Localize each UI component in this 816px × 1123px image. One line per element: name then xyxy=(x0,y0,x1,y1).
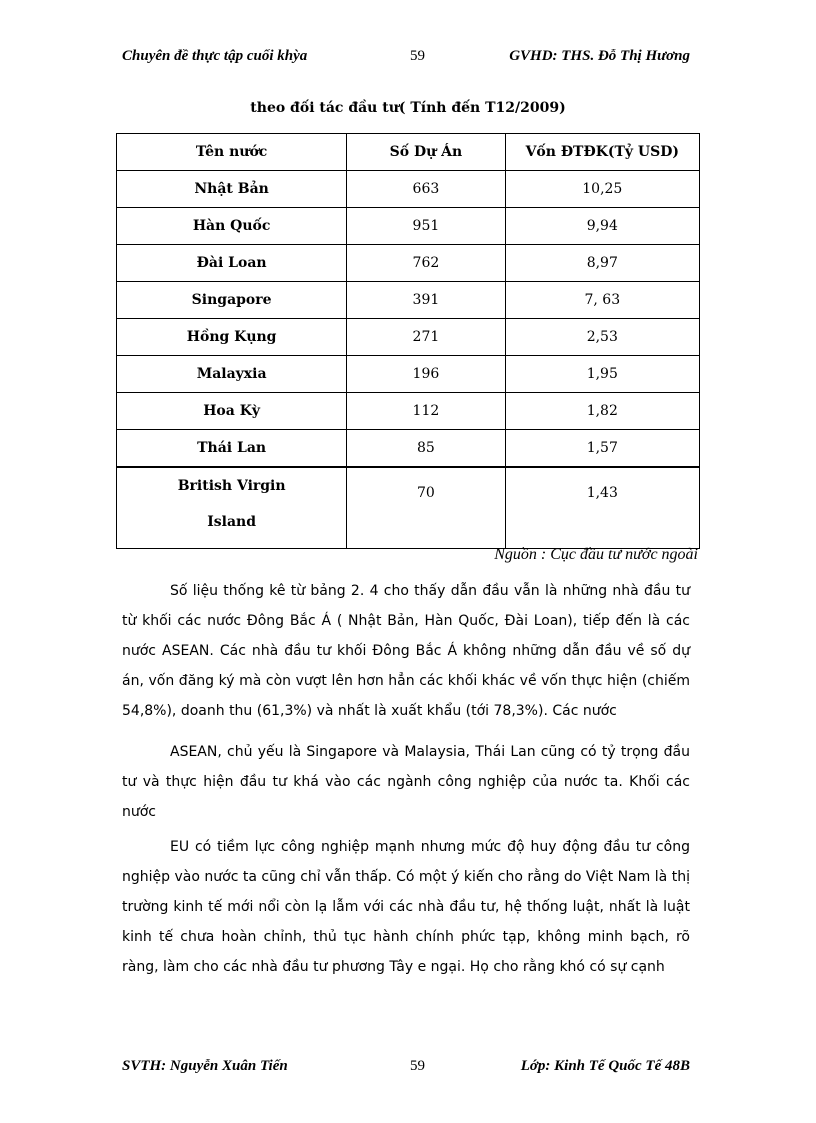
cell-country: Hoa Kỳ xyxy=(117,393,347,430)
cell-projects: 391 xyxy=(347,282,505,319)
paragraph-text: ASEAN, chủ yếu là Singapore và Malaysia, Thái Lan cũng có tỷ trọng đầu tư và thực hiện đầu tư khá vào các ngành công nghiệp của nước ta. Khối các nước xyxy=(122,744,690,820)
cell-projects: 112 xyxy=(347,393,505,430)
table-row xyxy=(117,467,700,549)
cell-country: Hồng Kụng xyxy=(117,319,347,356)
paragraph-text: Số liệu thống kê từ bảng 2. 4 cho thấy dẫn đầu vẫn là những nhà đầu tư từ khối các nước Đông Bắc Á ( Nhật Bản, Hàn Quốc, Đài Loan), tiếp đến là các nước ASEAN. Các nhà đầu tư khối Đông Bắc Á không những dẫn đầu về số dự án, vốn đăng ký mà còn vượt lên hơn hẳn các khối khác về vốn thực hiện (chiếm 54,8%), doanh thu (61,3%) và nhất là xuất khẩu (tới 78,3%). Các nước xyxy=(122,583,690,719)
table-source-note: Nguồn : Cục đầu tư nước ngoài xyxy=(494,546,698,563)
table-row xyxy=(117,393,700,430)
table-row xyxy=(117,282,700,319)
table-row xyxy=(117,430,700,468)
investment-table xyxy=(116,133,700,549)
cell-capital: 1,82 xyxy=(505,393,699,430)
cell-projects: 762 xyxy=(347,245,505,282)
table-row xyxy=(117,245,700,282)
header-country: Tên nước xyxy=(117,134,347,171)
table-row xyxy=(117,356,700,393)
table-row xyxy=(117,319,700,356)
cell-capital: 9,94 xyxy=(505,208,699,245)
cell-country: Malayxia xyxy=(117,356,347,393)
cell-projects: 85 xyxy=(347,430,505,468)
footer-student: SVTH: Nguyễn Xuân Tiến xyxy=(122,1058,288,1074)
cell-capital: 7, 63 xyxy=(505,282,699,319)
footer-class: Lớp: Kinh Tế Quốc Tế 48B xyxy=(520,1058,690,1074)
cell-projects: 271 xyxy=(347,319,505,356)
cell-country: Nhật Bản xyxy=(117,171,347,208)
cell-country: Hàn Quốc xyxy=(117,208,347,245)
cell-capital: 1,95 xyxy=(505,356,699,393)
table-caption: theo đối tác đầu tư( Tính đến T12/2009) xyxy=(250,100,566,116)
cell-capital: 8,97 xyxy=(505,245,699,282)
table-row xyxy=(117,208,700,245)
header-page-number: 59 xyxy=(410,48,425,64)
country-line-1: British Virgin xyxy=(177,478,286,494)
cell-projects: 663 xyxy=(347,171,505,208)
country-line-2: Island xyxy=(207,514,257,530)
cell-projects: 951 xyxy=(347,208,505,245)
page-footer xyxy=(122,1058,690,1082)
body-paragraph-1 xyxy=(122,576,690,726)
body-paragraph-3 xyxy=(122,832,690,982)
table-header-row xyxy=(117,134,700,171)
cell-country: Singapore xyxy=(117,282,347,319)
table-row xyxy=(117,171,700,208)
header-projects: Số Dự Án xyxy=(347,134,505,171)
cell-country: Đài Loan xyxy=(117,245,347,282)
cell-capital: 1,43 xyxy=(505,467,699,549)
header-capital: Vốn ĐTĐK(Tỷ USD) xyxy=(505,134,699,171)
header-title: Chuyên đề thực tập cuối khỳa xyxy=(122,48,308,64)
cell-capital: 2,53 xyxy=(505,319,699,356)
footer-page-number: 59 xyxy=(410,1058,425,1074)
cell-capital: 10,25 xyxy=(505,171,699,208)
body-paragraph-2 xyxy=(122,737,690,827)
header-supervisor: GVHD: THS. Đỗ Thị Hương xyxy=(509,48,690,64)
page-header xyxy=(122,48,690,72)
cell-country: Thái Lan xyxy=(117,430,347,468)
cell-capital: 1,57 xyxy=(505,430,699,468)
cell-projects: 196 xyxy=(347,356,505,393)
cell-country xyxy=(117,467,347,549)
cell-projects: 70 xyxy=(347,467,505,549)
paragraph-text: EU có tiềm lực công nghiệp mạnh nhưng mức độ huy động đầu tư công nghiệp vào nước ta cũng chỉ vẫn thấp. Có một ý kiến cho rằng do Việt Nam là thị trường kinh tế mới nổi còn lạ lẫm với các nhà đầu tư, hệ thống luật, nhất là luật kinh tế chưa hoàn chỉnh, thủ tục hành chính phức tạp, không minh bạch, rõ ràng, làm cho các nhà đầu tư phương Tây e ngại. Họ cho rằng khó có sự cạnh xyxy=(122,839,690,975)
